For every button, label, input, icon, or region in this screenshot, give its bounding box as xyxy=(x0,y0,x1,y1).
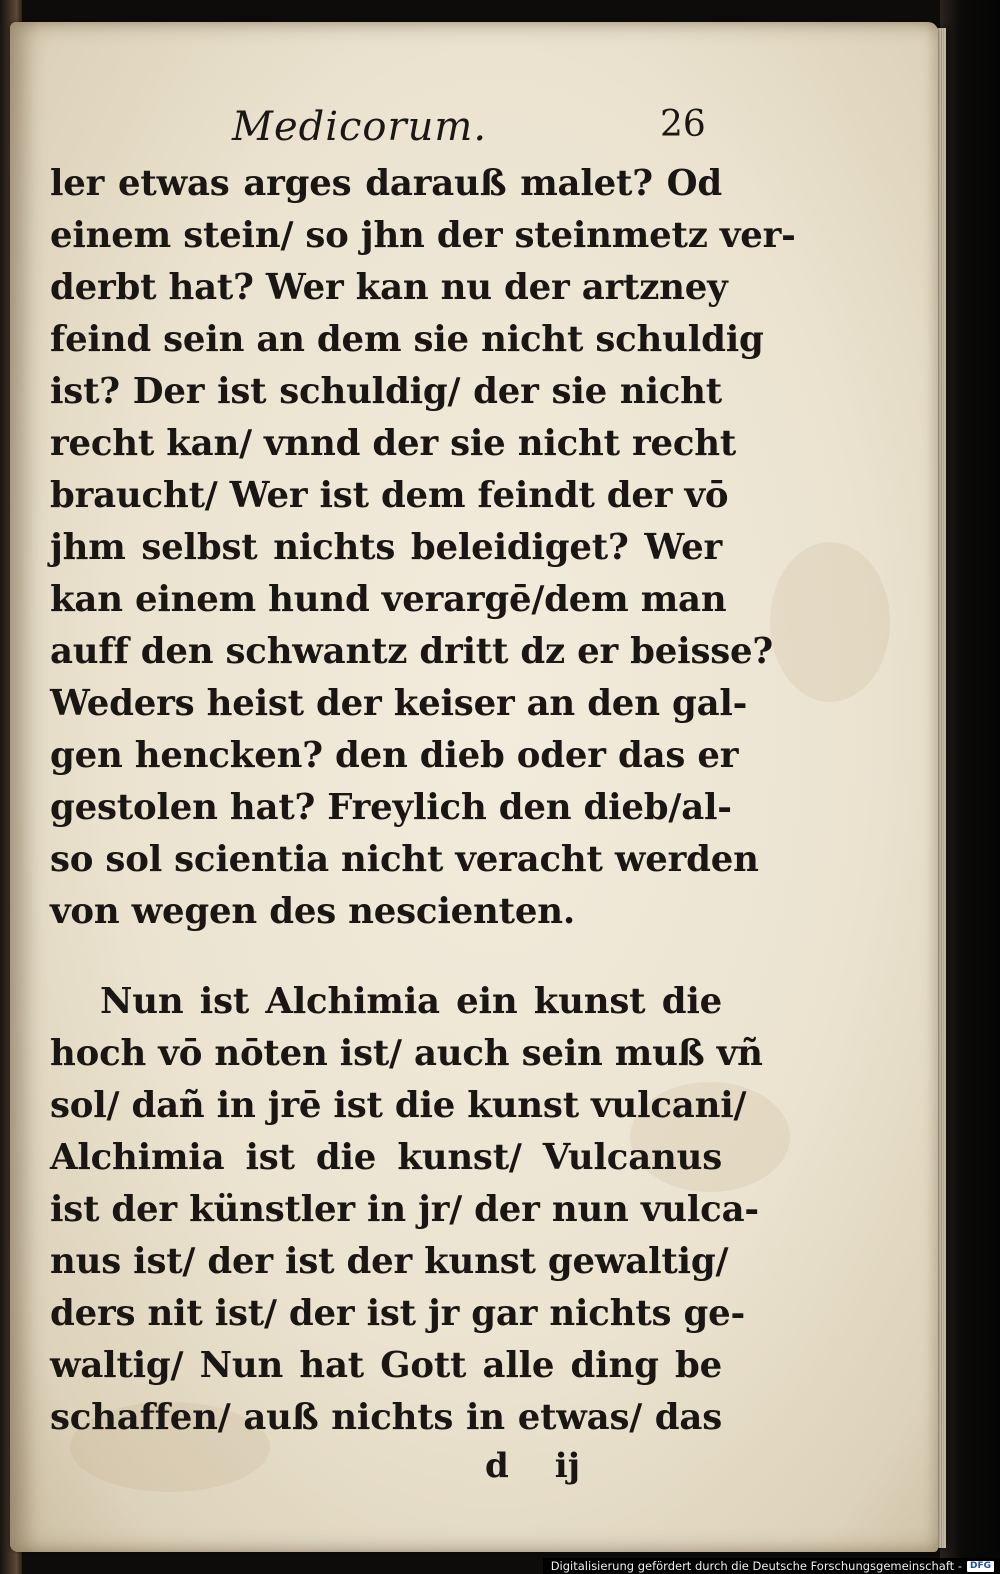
text-line: waltig/ Nun hat Gott alle ding be xyxy=(50,1345,722,1386)
page-number: 26 xyxy=(660,104,706,145)
text-line: ist? Der ist schuldig/ der sie nicht xyxy=(50,371,722,412)
text-line: sol/ dañ in jrē ist die kunst vulcani/ xyxy=(50,1085,747,1126)
text-line: Nun ist Alchimia ein kunst die xyxy=(100,981,722,1022)
running-head: Medicorum. xyxy=(232,104,488,150)
dfg-logo: DFG xyxy=(967,1561,994,1572)
text-line: feind sein an dem sie nicht schuldig xyxy=(50,319,764,360)
text-line: braucht/ Wer ist dem feindt der vō xyxy=(50,475,729,516)
text-line: ist der künstler in jr/ der nun vulca- xyxy=(50,1189,759,1230)
text-line: ler etwas arges darauß malet? Od xyxy=(50,163,722,204)
signature-letter: d xyxy=(485,1446,509,1486)
text-line: derbt hat? Wer kan nu der artzney xyxy=(50,267,728,308)
text-line: so sol scientia nicht veracht werden xyxy=(50,839,759,880)
text-line: jhm selbst nichts beleidiget? Wer xyxy=(50,527,722,568)
text-line: ders nit ist/ der ist jr gar nichts ge- xyxy=(50,1293,746,1334)
credit-text: Digitalisierung gefördert durch die Deutsche Forschungsgemeinschaft - xyxy=(550,1559,962,1573)
signature-number: ij xyxy=(554,1446,580,1486)
paper-stain xyxy=(770,542,890,702)
text-line: gen hencken? den dieb oder das er xyxy=(50,735,739,776)
text-line: hoch vō nōten ist/ auch sein muß vñ xyxy=(50,1033,763,1074)
text-line: Weders heist der keiser an den gal- xyxy=(50,683,748,724)
text-line: nus ist/ der ist der kunst gewaltig/ xyxy=(50,1241,729,1282)
text-line: recht kan/ vnnd der sie nicht recht xyxy=(50,423,737,464)
text-line: von wegen des nescienten. xyxy=(50,891,575,932)
signature-mark xyxy=(485,1446,580,1486)
book-cover-edge xyxy=(940,0,1000,1574)
text-line: einem stein/ so jhn der steinmetz ver- xyxy=(50,215,796,256)
text-line: Alchimia ist die kunst/ Vulcanus xyxy=(50,1137,722,1178)
text-line: auff den schwantz dritt dz er beisse? xyxy=(50,631,774,672)
digitization-credit-bar xyxy=(543,1558,1000,1574)
text-line: schaffen/ auß nichts in etwas/ das xyxy=(50,1397,722,1438)
text-line: kan einem hund verargē/dem man xyxy=(50,579,727,620)
text-line: gestolen hat? Freylich den dieb/al- xyxy=(50,787,732,828)
